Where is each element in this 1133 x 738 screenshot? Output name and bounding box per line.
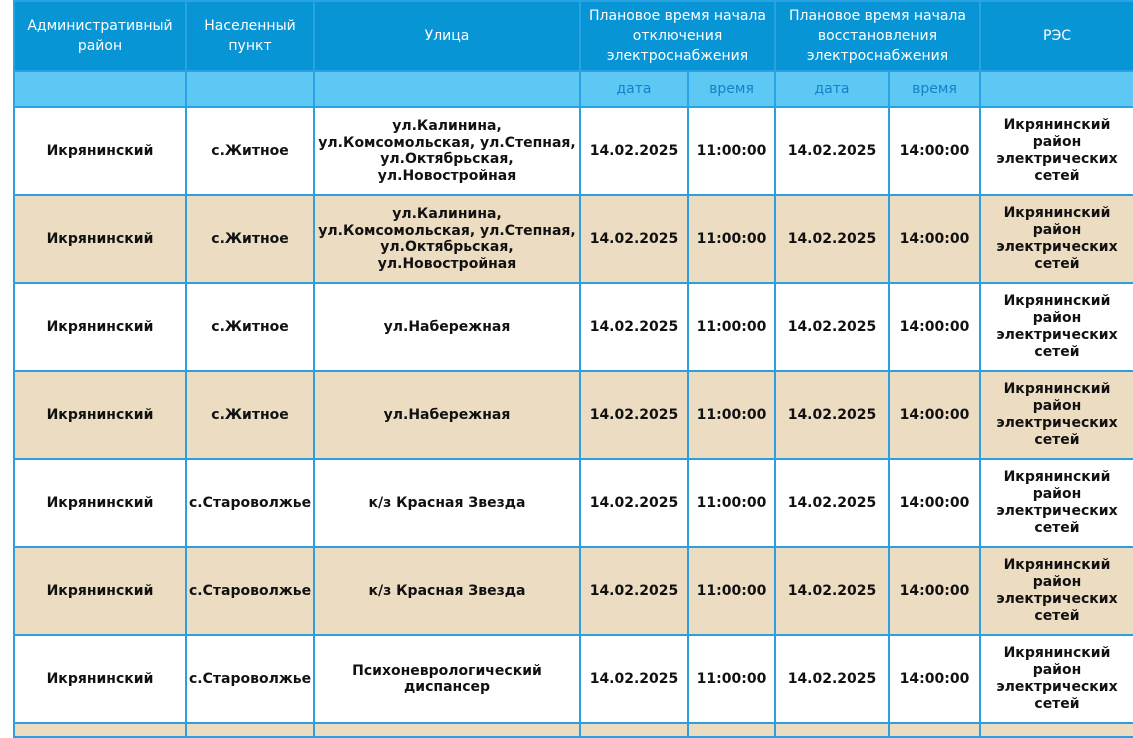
cell-settlement: с.Житное (186, 371, 314, 459)
table-row (14, 107, 1133, 195)
cell-settlement: с.Житное (186, 195, 314, 283)
table-row (14, 195, 1133, 283)
cell-empty (980, 723, 1133, 737)
cell-street: Психоневрологический диспансер (314, 635, 580, 723)
cell-restore-date: 14.02.2025 (775, 635, 889, 723)
cell-district: Икрянинский (14, 107, 186, 195)
cell-empty (688, 723, 775, 737)
cell-outage-time: 11:00:00 (688, 371, 775, 459)
cell-restore-time: 14:00:00 (889, 459, 980, 547)
cell-restore-time: 14:00:00 (889, 283, 980, 371)
outage-schedule (13, 0, 1133, 738)
header-outage-start: Плановое время начала отключения электроснабжения (580, 1, 775, 71)
cell-restore-time: 14:00:00 (889, 635, 980, 723)
cell-outage-time: 11:00:00 (688, 283, 775, 371)
table-row (14, 547, 1133, 635)
cell-district: Икрянинский (14, 283, 186, 371)
cell-settlement: с.Староволжье (186, 635, 314, 723)
cell-restore-time: 14:00:00 (889, 371, 980, 459)
cell-restore-date: 14.02.2025 (775, 283, 889, 371)
cell-restore-time: 14:00:00 (889, 195, 980, 283)
subheader-empty (980, 71, 1133, 107)
cell-settlement: с.Житное (186, 107, 314, 195)
cell-restore-date: 14.02.2025 (775, 371, 889, 459)
cell-restore-time: 14:00:00 (889, 547, 980, 635)
table-row (14, 459, 1133, 547)
cell-street: ул.Набережная (314, 283, 580, 371)
table-row-partial (14, 723, 1133, 737)
subheader-outage-time: время (688, 71, 775, 107)
cell-outage-time: 11:00:00 (688, 107, 775, 195)
table-body (14, 107, 1133, 737)
cell-empty (14, 723, 186, 737)
subheader-outage-date: дата (580, 71, 688, 107)
header-res: РЭС (980, 1, 1133, 71)
cell-empty (580, 723, 688, 737)
table-row (14, 635, 1133, 723)
outage-table (13, 0, 1133, 738)
cell-settlement: с.Житное (186, 283, 314, 371)
header-settlement: Населенный пункт (186, 1, 314, 71)
cell-street: ул.Калинина, ул.Комсомольская, ул.Степная, ул.Октябрьская, ул.Новостройная (314, 107, 580, 195)
cell-district: Икрянинский (14, 459, 186, 547)
cell-outage-date: 14.02.2025 (580, 195, 688, 283)
cell-empty (775, 723, 889, 737)
table-row (14, 283, 1133, 371)
cell-res: Икрянинский район электрических сетей (980, 195, 1133, 283)
cell-empty (186, 723, 314, 737)
cell-outage-time: 11:00:00 (688, 635, 775, 723)
cell-outage-date: 14.02.2025 (580, 635, 688, 723)
cell-district: Икрянинский (14, 195, 186, 283)
cell-street: ул.Калинина, ул.Комсомольская, ул.Степная, ул.Октябрьская, ул.Новостройная (314, 195, 580, 283)
cell-street: ул.Набережная (314, 371, 580, 459)
cell-restore-time: 14:00:00 (889, 107, 980, 195)
cell-settlement: с.Староволжье (186, 547, 314, 635)
subheader-empty (14, 71, 186, 107)
cell-district: Икрянинский (14, 371, 186, 459)
subheader-empty (186, 71, 314, 107)
cell-outage-date: 14.02.2025 (580, 459, 688, 547)
cell-outage-time: 11:00:00 (688, 195, 775, 283)
cell-empty (889, 723, 980, 737)
cell-empty (314, 723, 580, 737)
subheader-restore-date: дата (775, 71, 889, 107)
table-header (14, 1, 1133, 107)
cell-res: Икрянинский район электрических сетей (980, 283, 1133, 371)
cell-res: Икрянинский район электрических сетей (980, 635, 1133, 723)
cell-outage-date: 14.02.2025 (580, 547, 688, 635)
subheader-restore-time: время (889, 71, 980, 107)
header-restore-start: Плановое время начала восстановления электроснабжения (775, 1, 980, 71)
cell-district: Икрянинский (14, 635, 186, 723)
header-district: Административный район (14, 1, 186, 71)
cell-outage-date: 14.02.2025 (580, 371, 688, 459)
header-street: Улица (314, 1, 580, 71)
cell-res: Икрянинский район электрических сетей (980, 371, 1133, 459)
cell-restore-date: 14.02.2025 (775, 547, 889, 635)
cell-district: Икрянинский (14, 547, 186, 635)
cell-restore-date: 14.02.2025 (775, 195, 889, 283)
cell-res: Икрянинский район электрических сетей (980, 459, 1133, 547)
cell-street: к/з Красная Звезда (314, 547, 580, 635)
cell-res: Икрянинский район электрических сетей (980, 107, 1133, 195)
subheader-empty (314, 71, 580, 107)
cell-street: к/з Красная Звезда (314, 459, 580, 547)
cell-outage-time: 11:00:00 (688, 547, 775, 635)
cell-outage-date: 14.02.2025 (580, 283, 688, 371)
cell-settlement: с.Староволжье (186, 459, 314, 547)
table-row (14, 371, 1133, 459)
cell-outage-time: 11:00:00 (688, 459, 775, 547)
cell-outage-date: 14.02.2025 (580, 107, 688, 195)
cell-restore-date: 14.02.2025 (775, 459, 889, 547)
cell-res: Икрянинский район электрических сетей (980, 547, 1133, 635)
cell-restore-date: 14.02.2025 (775, 107, 889, 195)
